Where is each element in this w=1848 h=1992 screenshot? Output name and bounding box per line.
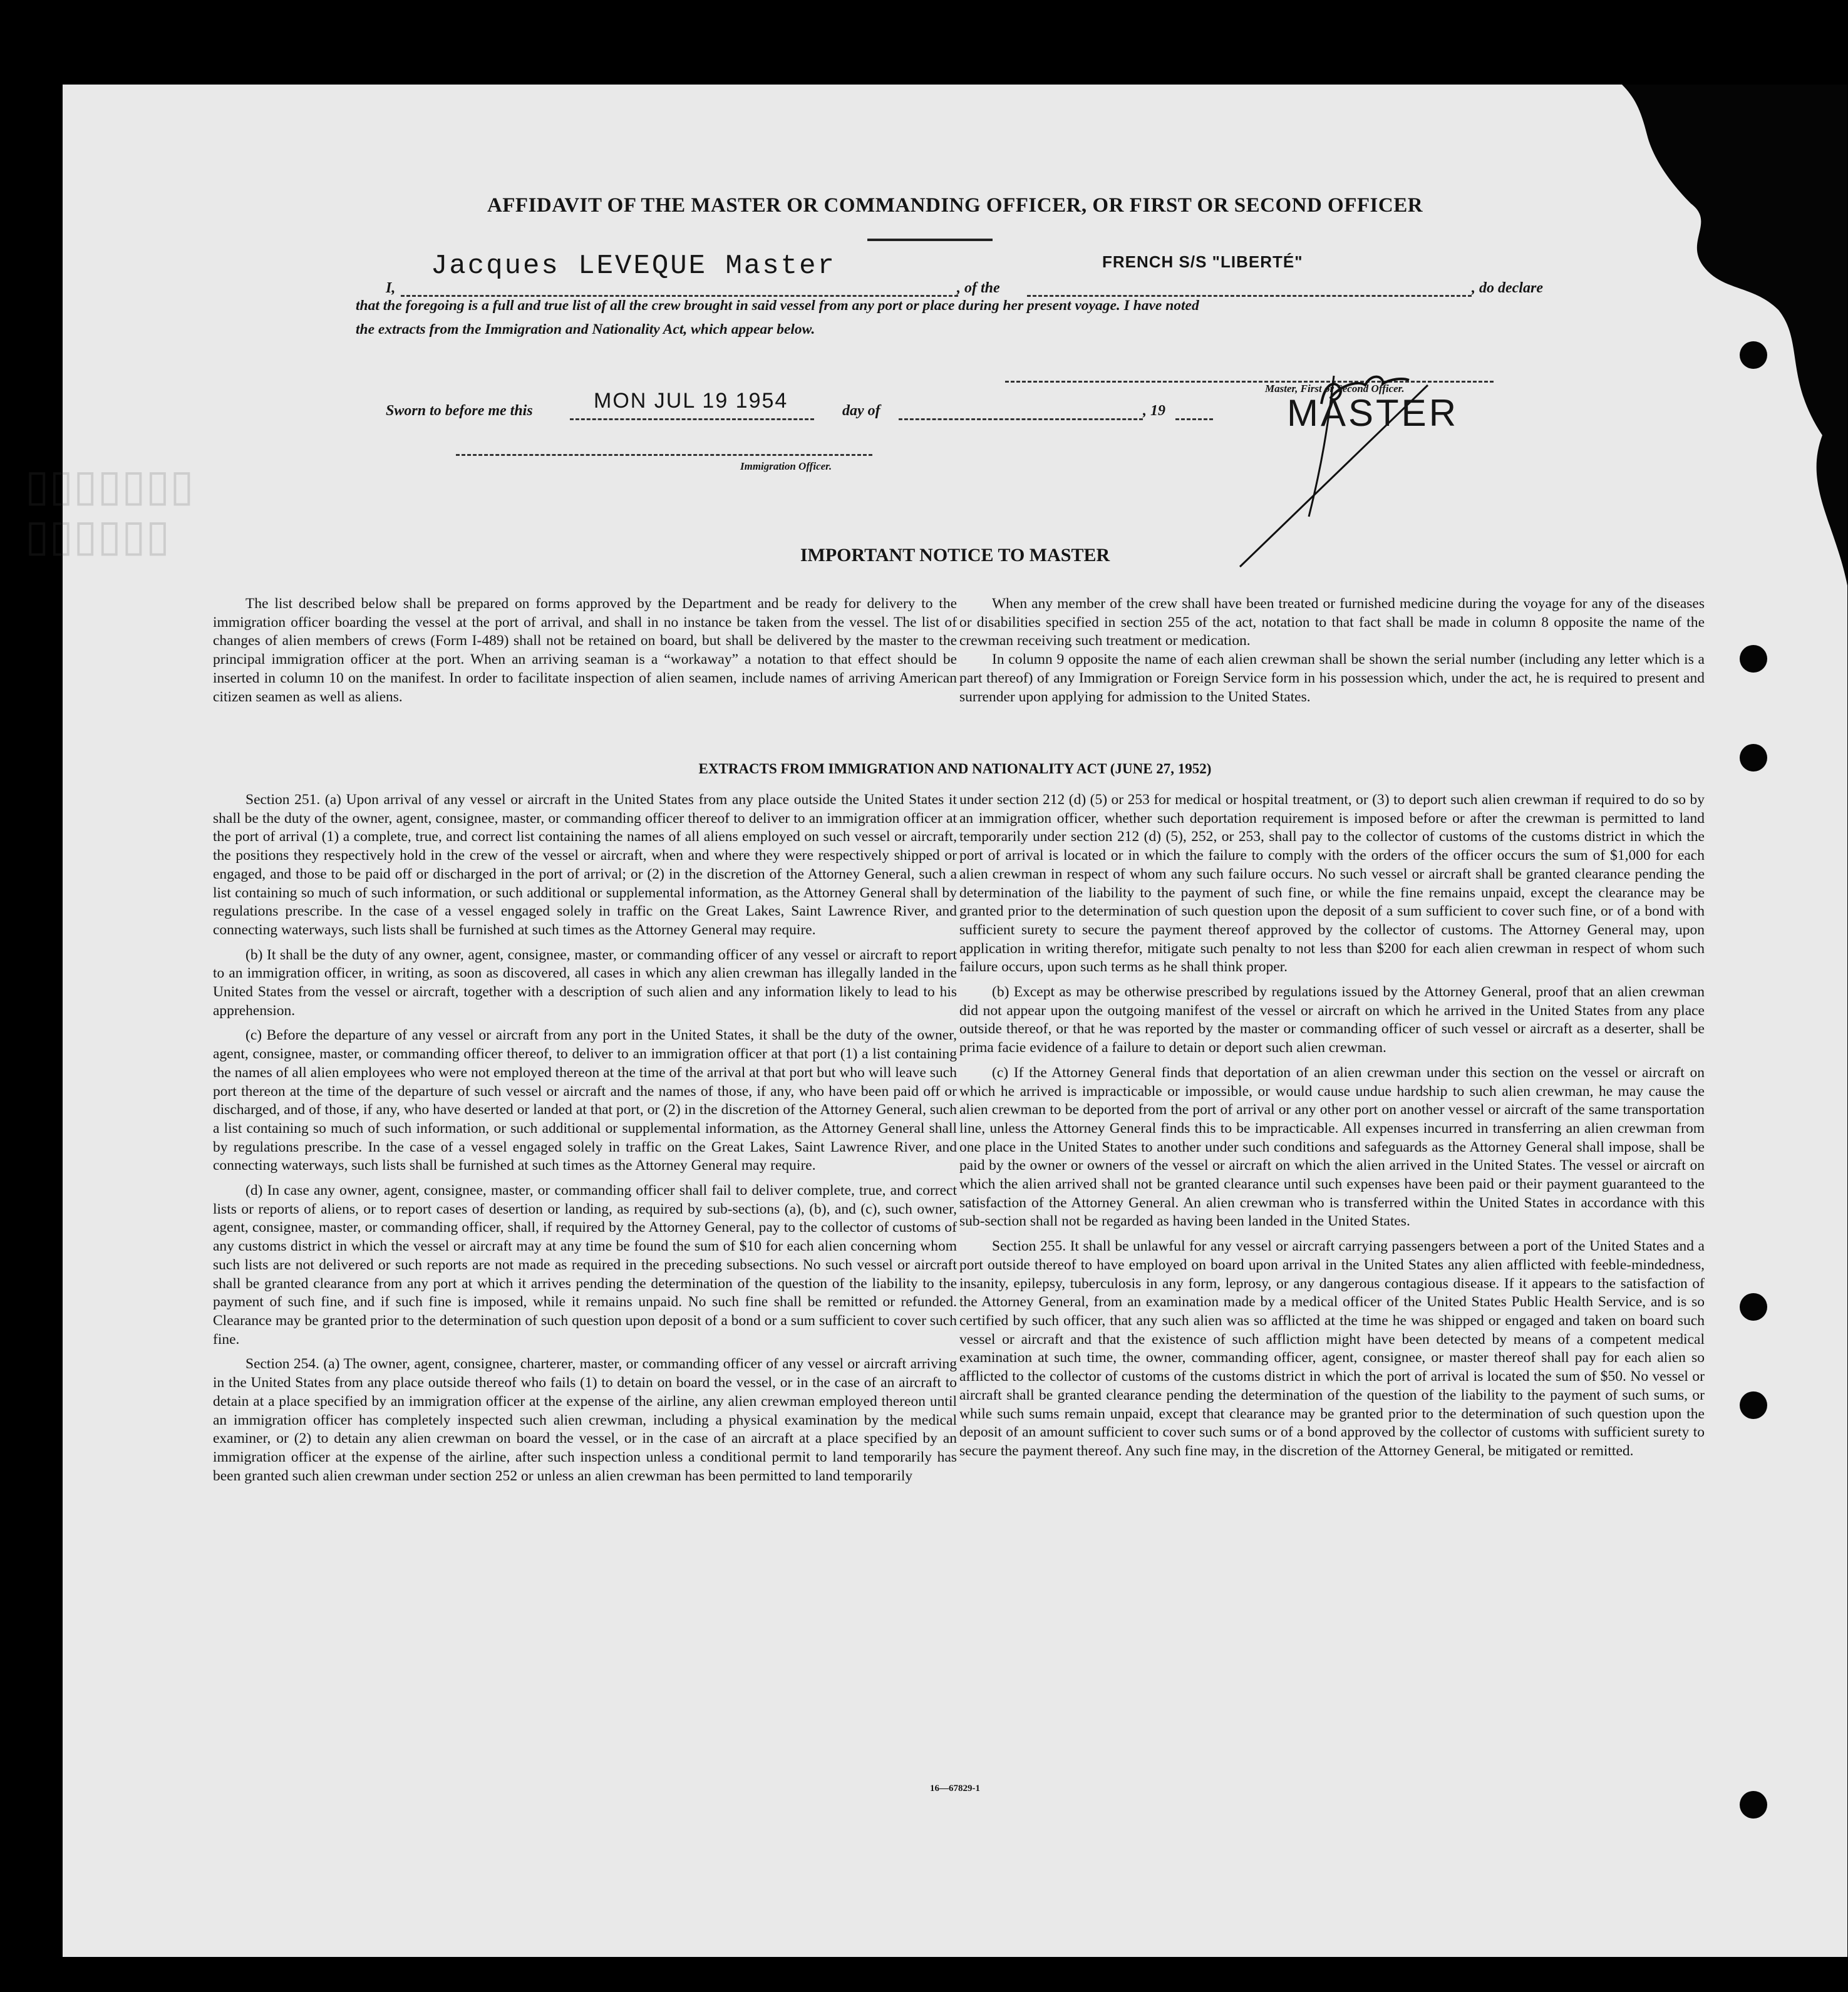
notice-right-column bbox=[959, 595, 1705, 713]
extract-right-section-254c: (c) If the Attorney General finds that deportation of an alien crewman under this section on the vessel or aircraft on which he arrived is impracticable or impossible, or would cause undue hardship to such alien crewman, he may cause the alien crewman to be deported from the port of arrival or any other port on another vessel or aircraft of the same transportation line, unless the Attorney General finds this to be impracticable. All expenses incurred in transferring an alien crewman from one place in the United States to another under such conditions and safeguards as the Attorney General shall impose, shall be paid by the owner or owners of the vessel or aircraft on which the alien arrived in the United States. The vessel or aircraft on which the alien arrived shall not be granted clearance until such expenses have been paid or their payment guaranteed to the satisfaction of the Attorney General. An alien crewman who is transferred within the United States in accordance with this sub-section shall not be regarded as having been landed in the United States. bbox=[959, 1064, 1705, 1230]
extracts-heading: EXTRACTS FROM IMMIGRATION AND NATIONALITY ACT (JUNE 27, 1952) bbox=[698, 761, 1212, 777]
punch-hole bbox=[1740, 1791, 1767, 1819]
extract-right-section-255: Section 255. It shall be unlawful for any vessel or aircraft carrying passengers between a port of the United States and a port outside thereof to have employed on board upon arrival in the United States any alien afflicted with feeble-mindedness, insanity, epilepsy, tuberculosis in any form, leprosy, or any dangerous contagious disease. If it appears to the satisfaction of the Attorney General, from an examination made by a medical officer of the United States Public Health Service, and is so certified by such officer, that any such alien was so afflicted at the time he was shipped or engaged and taken on board such vessel or aircraft and that the existence of such affliction might have been detected by means of a competent medical examination at such time, the owner, commanding officer, agent, consignee, or master thereof shall pay for each alien so afflicted to the collector of customs of the customs district in which the port of arrival is located the sum of $50. No vessel or aircraft shall be granted clearance pending the determination of the question of the liability to the payment of such sums, or while such sums remain unpaid, except that clearance may be granted prior to the determination of such question upon the deposit of an amount sufficient to cover such sums or of a bond approved by the collector of customs with sufficient surety to secure the payment thereof. Any such fine may, in the discretion of the Attorney General, be mitigated or remitted. bbox=[959, 1238, 1705, 1459]
immigration-officer-line bbox=[456, 454, 872, 456]
sworn-date-stamp: MON JUL 19 1954 bbox=[594, 389, 788, 413]
year-line bbox=[1175, 418, 1213, 420]
do-declare-label: , do declare bbox=[1472, 280, 1543, 296]
torn-corner bbox=[1597, 85, 1847, 586]
extract-left-section-251c: (c) Before the departure of any vessel or aircraft from any port in the United States, it shall be the duty of the owner, agent, consignee, master, or commanding officer thereof, to deliver to an immigration officer at that port (1) a list containing the names of all alien employees who were not employed thereon at the time of the arrival at that port but who will leave such port thereon at the time of the departure of such vessel or aircraft and the names of those, if any, who have been paid off or discharged, and of those, if any, who have deserted or landed at that port, or (2) in the discretion of the Attorney General, such a list containing so much of such information, or such additional or supplemental information, as the Attorney General shall by regulations prescribe. In the case of a vessel engaged solely in traffic on the Great Lakes, Saint Lawrence River, and connecting waterways, such lists shall be furnished at such times as the Attorney General may require. bbox=[213, 1027, 957, 1174]
page-title: AFFIDAVIT OF THE MASTER OR COMMANDING OFFICER, OR FIRST OR SECOND OFFICER bbox=[487, 194, 1423, 217]
master-name-line bbox=[401, 295, 958, 297]
title-underline bbox=[867, 239, 993, 241]
vessel-name: FRENCH S/S "LIBERTÉ" bbox=[1102, 252, 1303, 271]
form-code: 16—67829-1 bbox=[930, 1783, 980, 1793]
punch-hole bbox=[1740, 1391, 1767, 1419]
sworn-date-line bbox=[570, 418, 814, 420]
extract-right-section-254b: (b) Except as may be otherwise prescribed by regulations issued by the Attorney General, proof that an alien crewman did not appear upon the outgoing manifest of the vessel or aircraft on which he arrived in the United States from any place outside thereof, or that he was reported by the master or commanding officer of such vessel or aircraft as a deserter, shall be prima facie evidence of a failure to detain or deport such alien crewman. bbox=[959, 984, 1705, 1056]
immigration-officer-caption: Immigration Officer. bbox=[740, 460, 832, 472]
notice-right-paragraph-1: When any member of the crew shall have been treated or furnished medicine during the voyage for any of the diseases or disabilities specified in section 255 of the act, notation to that fact shall be made in column 8 opposite the name of the crewman receiving such treatment or medication. bbox=[959, 596, 1705, 649]
extracts-left-column bbox=[213, 791, 957, 1492]
punch-hole bbox=[1740, 645, 1767, 673]
notice-right-paragraph-2: In column 9 opposite the name of each alien crewman shall be shown the serial number (including any letter which is a part thereof) of any Immigration or Foreign Service form in his possession which, under the act, he is required to present and surrender upon applying for admission to the United States. bbox=[959, 651, 1705, 705]
extract-left-section-251d: (d) In case any owner, agent, consignee, master, or commanding officer shall fail to deliver complete, true, and correct lists or reports of aliens, or to report cases of desertion or landing, as required by sub-sections (a), (b), and (c), such owner, agent, consignee, master, or commanding officer, shall, if required by the Attorney General, pay to the collector of customs of any customs district in which the vessel or aircraft may at any time be found the sum of $10 for each alien concerning whom such lists are not delivered or such reports are not made as required in the preceding subsections. No such vessel or aircraft shall be granted clearance from any port at which it arrives pending the determination of the question of the liability to the payment of such fine, and if such fine is imposed, while it remains unpaid. No such fine shall be remitted or refunded. Clearance may be granted prior to the determination of such question upon deposit of a bond or a sum sufficient to cover such fine. bbox=[213, 1182, 957, 1348]
extract-left-section-251a: Section 251. (a) Upon arrival of any vessel or aircraft in the United States from any place outside the United States it shall be the duty of the owner, agent, consignee, master, or commanding officer thereof to deliver to an immigration officer at the port of arrival (1) a complete, true, and correct list containing the names of all aliens employed on such vessel or aircraft, the positions they respectively hold in the crew of the vessel or aircraft, when and where they were respectively shipped or engaged, and those to be paid off or discharged in the port of arrival; or (2) in the discretion of the Attorney General, such a list containing so much of such information, or such additional or supplemental information, as the Attorney General shall by regulations prescribe. In the case of a vessel engaged solely in traffic on the Great Lakes, Saint Lawrence River, and connecting waterways, such lists shall be furnished at such times as the Attorney General may require. bbox=[213, 792, 957, 938]
master-name: Jacques LEVEQUE Master bbox=[431, 250, 836, 282]
notice-left-paragraph: The list described below shall be prepared on forms approved by the Department and be ready for delivery to the immigration officer boarding the vessel at the port of arrival, and shall in no instance be taken from the vessel. The list of changes of alien members of crews (Form I-489) shall not be retained on board, but shall be delivered by the master to the principal immigration officer at the port. When an arriving seaman is a “workaway” a notation to that effect should be inserted in column 10 on the manifest. In order to facilitate inspection of alien seamen, include names of arriving American citizen seamen as well as aliens. bbox=[213, 596, 957, 705]
extract-left-section-251b: (b) It shall be the duty of any owner, agent, consignee, master, or commanding officer of any vessel or aircraft to report to an immigration officer, in writing, as soon as discovered, all cases in which any alien crewman has illegally landed in the United States from the vessel or aircraft, together with a description of such alien and any information likely to lead to his apprehension. bbox=[213, 946, 957, 1019]
affidavit-i-label: I, bbox=[386, 280, 396, 296]
of-the-label: , of the bbox=[957, 280, 1000, 296]
day-of-label: day of bbox=[842, 403, 880, 419]
master-stamp: MASTER bbox=[1287, 392, 1459, 434]
punch-hole bbox=[1740, 1293, 1767, 1321]
year-label: , 19 bbox=[1143, 403, 1165, 419]
notice-left-column bbox=[213, 595, 957, 713]
extract-left-section-254a: Section 254. (a) The owner, agent, consignee, charterer, master, or commanding officer of any vessel or aircraft arriving in the United States from any place outside thereof who fails (1) to detain on board the vessel, or in the case of an aircraft to detain at a place specified by an immigration officer at the expense of the airline, any alien crewman employed thereon until an immigration officer has completely inspected such alien crewman, including a physical examination by the medical examiner, or (2) to detain any alien crewman on board the vessel, or in the case of an aircraft at a place specified by an immigration officer at the expense of the airline, after such inspection unless a conditional permit to land temporarily has been granted such alien crewman under section 252 or unless an alien crewman has been permitted to land temporarily bbox=[213, 1356, 957, 1484]
document-page bbox=[25, 85, 1847, 1957]
punch-hole bbox=[1740, 744, 1767, 772]
declaration-line-1: that the foregoing is a full and true list of all the crew brought in said vessel from any port or place during her present voyage. I have noted bbox=[356, 297, 1199, 314]
extract-right-section-254a-cont: under section 212 (d) (5) or 253 for medical or hospital treatment, or (3) to deport such alien crewman if required to do so by an immigration officer, whether such deportation requirement is imposed before or after the crewman is permitted to land temporarily under section 212 (d) (5), 252, or 253, shall pay to the collector of customs of the customs district in which the port of arrival is located or in which the failure to comply with the orders of the officer occurs the sum of $1,000 for each alien crewman in respect of whom any such failure occurs. No such vessel or aircraft shall be granted clearance pending the determination of the liability to the payment of such fine, or while the fine remains unpaid, except the clearance may be granted prior to the determination of such question upon the deposit of a sum sufficient to cover such fine, or of a bond with sufficient surety to secure the payment thereof approved by the collector of customs. The Attorney General may, upon application in writing therefor, mitigate such penalty to not less than $200 for each alien crewman in respect of whom such failure occurs, upon such terms as he shall think proper. bbox=[959, 792, 1705, 976]
sworn-label: Sworn to before me this bbox=[386, 403, 533, 419]
day-of-line bbox=[899, 418, 1143, 420]
signature-caption: Master, First or Second Officer. bbox=[1265, 383, 1405, 395]
extracts-right-column bbox=[959, 791, 1705, 1467]
declaration-line-2: the extracts from the Immigration and Nationality Act, which appear below. bbox=[356, 321, 815, 338]
vessel-line bbox=[1027, 295, 1472, 297]
notice-heading: IMPORTANT NOTICE TO MASTER bbox=[800, 545, 1110, 565]
bleed-through-ghost: ▯▯▯▯▯▯▯ ▯▯▯▯▯▯ bbox=[25, 461, 194, 560]
